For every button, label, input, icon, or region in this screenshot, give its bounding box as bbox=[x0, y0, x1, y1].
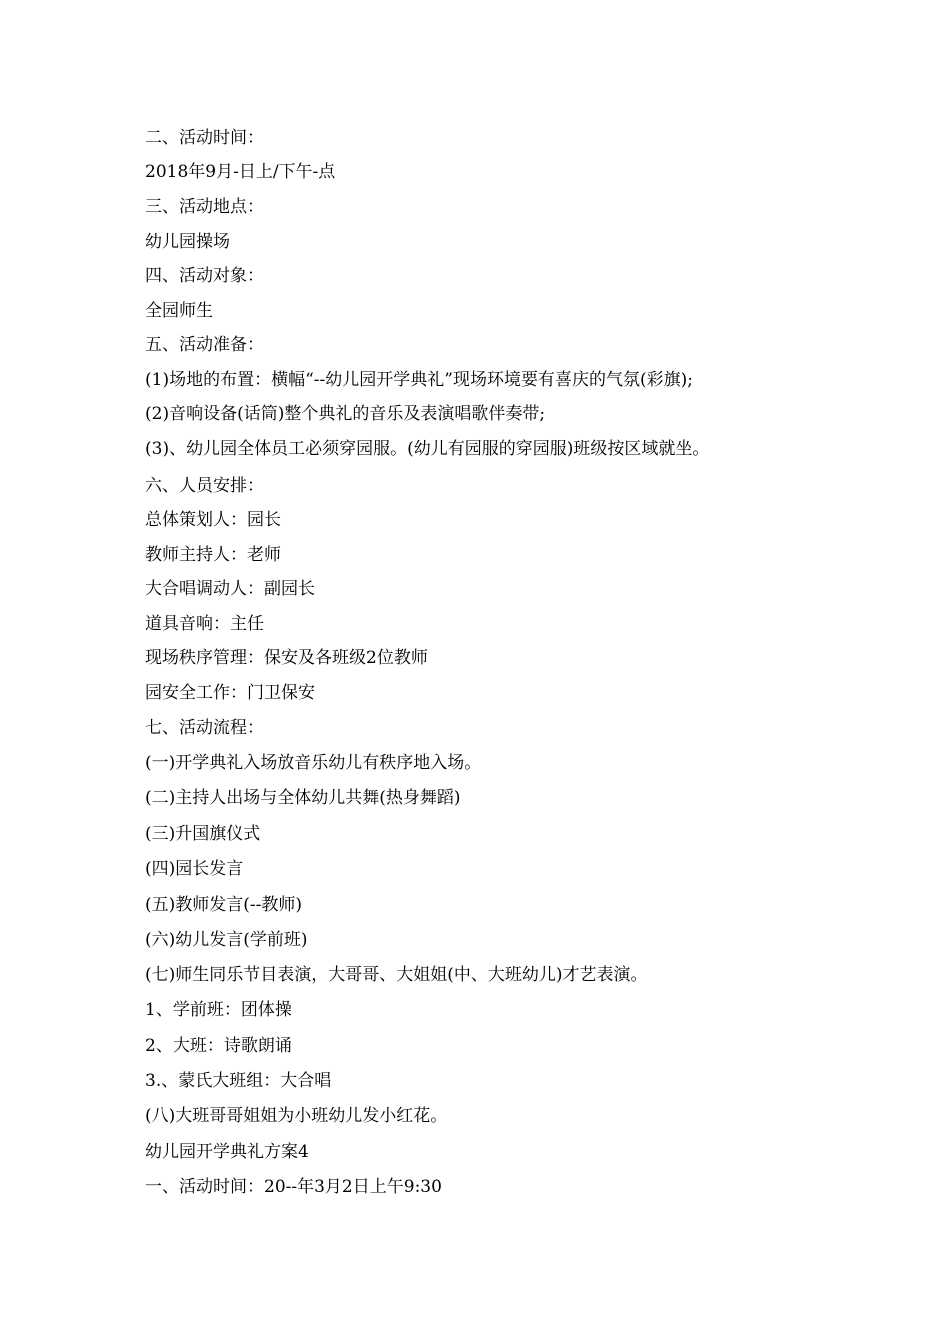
performance-item-2: 2、大班：诗歌朗诵 bbox=[145, 1036, 292, 1056]
staff-host: 教师主持人：老师 bbox=[145, 545, 281, 565]
process-step-8: (八)大班哥哥姐姐为小班幼儿发小红花。 bbox=[145, 1106, 448, 1126]
process-step-3: (三)升国旗仪式 bbox=[145, 824, 261, 844]
heading-activity-preparation: 五、活动准备： bbox=[145, 335, 264, 355]
prep-item-2: (2)音响设备(话筒)整个典礼的音乐及表演唱歌伴奏带; bbox=[145, 404, 546, 424]
text-activity-time: 2018年9月-日上/下午-点 bbox=[145, 162, 336, 182]
staff-order: 现场秩序管理：保安及各班级2位教师 bbox=[145, 648, 428, 668]
staff-planner: 总体策划人：园长 bbox=[145, 510, 281, 530]
staff-safety: 园安全工作：门卫保安 bbox=[145, 683, 315, 703]
heading-activity-location: 三、活动地点： bbox=[145, 197, 264, 217]
process-step-6: (六)幼儿发言(学前班) bbox=[145, 930, 308, 950]
text-activity-target: 全园师生 bbox=[145, 301, 213, 321]
process-step-1: (一)开学典礼入场放音乐幼儿有秩序地入场。 bbox=[145, 753, 482, 773]
text-activity-location: 幼儿园操场 bbox=[145, 232, 230, 252]
heading-activity-time: 二、活动时间： bbox=[145, 128, 264, 148]
heading-activity-target: 四、活动对象： bbox=[145, 266, 264, 286]
heading-staff-arrangement: 六、人员安排： bbox=[145, 476, 264, 496]
plan4-activity-time: 一、活动时间：20--年3月2日上午9:30 bbox=[145, 1177, 442, 1197]
heading-activity-process: 七、活动流程： bbox=[145, 718, 264, 738]
staff-chorus: 大合唱调动人：副园长 bbox=[145, 579, 315, 599]
staff-props-audio: 道具音响：主任 bbox=[145, 614, 264, 634]
process-step-5: (五)教师发言(--教师) bbox=[145, 895, 303, 915]
process-step-7: (七)师生同乐节目表演，大哥哥、大姐姐(中、大班幼儿)才艺表演。 bbox=[145, 965, 648, 985]
process-step-2: (二)主持人出场与全体幼儿共舞(热身舞蹈) bbox=[145, 788, 461, 808]
prep-item-1: (1)场地的布置：横幅“--幼儿园开学典礼”现场环境要有喜庆的气氛(彩旗); bbox=[145, 370, 693, 390]
plan-title-4: 幼儿园开学典礼方案4 bbox=[145, 1142, 309, 1162]
performance-item-1: 1、学前班：团体操 bbox=[145, 1000, 292, 1020]
prep-item-3: (3)、幼儿园全体员工必须穿园服。(幼儿有园服的穿园服)班级按区域就坐。 bbox=[145, 439, 710, 459]
performance-item-3: 3.、蒙氏大班组：大合唱 bbox=[145, 1071, 332, 1091]
process-step-4: (四)园长发言 bbox=[145, 859, 244, 879]
